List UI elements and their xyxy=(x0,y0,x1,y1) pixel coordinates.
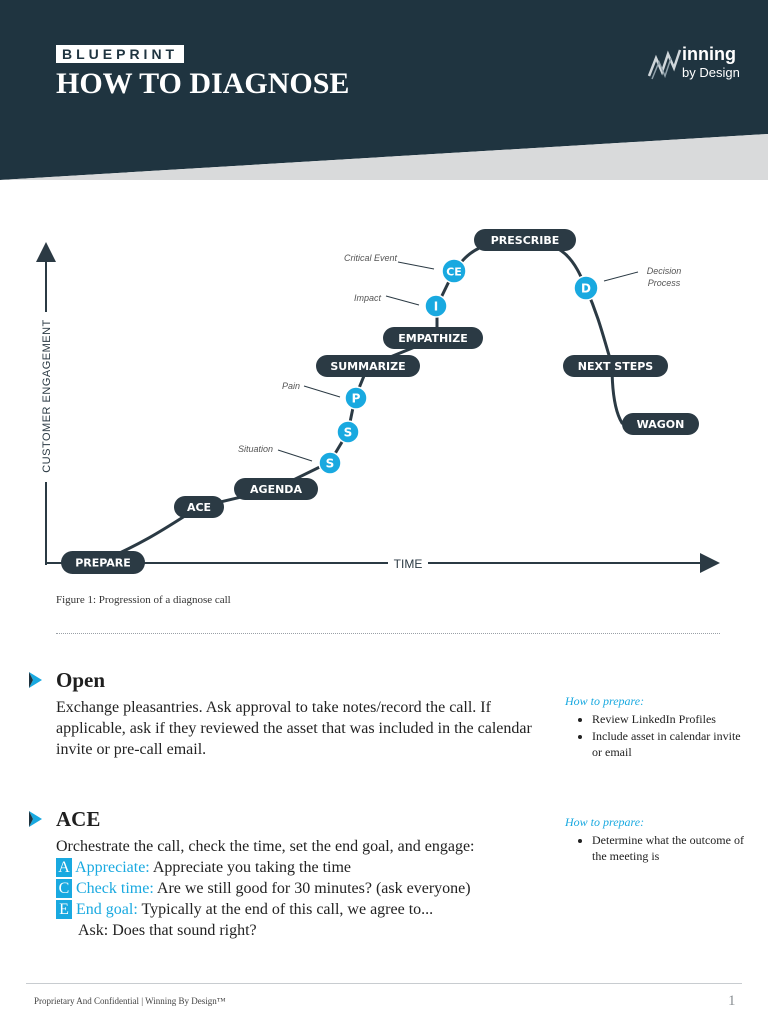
circle-situation xyxy=(319,452,341,474)
circle-second-s xyxy=(337,421,359,443)
stage-wagon-label: WAGON xyxy=(636,418,685,431)
annotation-decision: Decision xyxy=(646,266,682,276)
pain-leader xyxy=(304,386,340,397)
stage-empathize xyxy=(383,327,483,349)
ace-letter-badge: E xyxy=(56,900,72,919)
ace-text: Are we still good for 30 minutes? (ask everyone) xyxy=(156,880,471,897)
circle-critical-event xyxy=(442,259,466,283)
ace-text: Appreciate you taking the time xyxy=(152,859,352,876)
section-ace xyxy=(26,806,768,956)
circle-pain xyxy=(345,387,367,409)
section-open-body: Exchange pleasantries. Ask approval to take notes/record the call. If applicable, ask if they reviewed the asset that was included in the calendar invite or pre-call email. xyxy=(56,699,532,758)
header-banner xyxy=(0,0,768,180)
footer-text: Proprietary And Confidential | Winning By Design™ xyxy=(34,996,226,1006)
logo-subtitle: by Design xyxy=(682,65,740,80)
ace-term: End goal: xyxy=(76,901,138,918)
stage-prepare xyxy=(61,551,145,574)
footer-divider xyxy=(26,983,742,984)
section-open-title: Open xyxy=(56,668,106,692)
chevron-right-icon xyxy=(26,670,44,690)
list-item: • Determine what the outcome of the meeting is xyxy=(592,832,745,864)
section-ace-body xyxy=(56,836,536,941)
stage-agenda-label: AGENDA xyxy=(250,483,302,496)
page-title: HOW TO DIAGNOSE xyxy=(56,67,350,100)
dotted-divider xyxy=(56,633,720,634)
ace-letter-badge: A xyxy=(56,858,72,877)
x-axis-label: TIME xyxy=(393,557,423,571)
figure-caption: Figure 1: Progression of a diagnose call xyxy=(56,594,231,606)
stage-agenda xyxy=(234,478,318,500)
list-item: • Include asset in calendar invite or email xyxy=(592,728,745,760)
section-ace-title: ACE xyxy=(56,807,101,831)
ace-row-appreciate xyxy=(56,857,536,878)
stage-next-steps-label: NEXT STEPS xyxy=(577,360,654,373)
circle-critical-event-letter: CE xyxy=(446,265,462,279)
open-prep-panel xyxy=(565,693,745,761)
stage-prescribe-label: PRESCRIBE xyxy=(490,234,560,247)
ace-ask: Ask: Does that sound right? xyxy=(78,922,257,939)
ace-letter-badge: C xyxy=(56,879,72,898)
ace-term: Appreciate: xyxy=(75,859,150,876)
open-prep-list xyxy=(565,711,745,760)
circle-pain-letter: P xyxy=(351,391,361,406)
list-item: • Review LinkedIn Profiles xyxy=(592,711,745,727)
annotation-process: Process xyxy=(647,278,681,288)
stage-empathize-label: EMPATHIZE xyxy=(398,332,468,345)
ace-term: Check time: xyxy=(76,880,154,897)
stage-summarize-label: SUMMARIZE xyxy=(330,360,406,373)
y-axis-label: CUSTOMER ENGAGEMENT xyxy=(41,319,53,473)
ace-prep-title: How to prepare: xyxy=(565,815,645,829)
decision-leader xyxy=(604,272,638,281)
blueprint-label: BLUEPRINT xyxy=(56,45,184,63)
ace-intro: Orchestrate the call, check the time, set the end goal, and engage: xyxy=(56,838,475,855)
ace-prep-list xyxy=(565,832,745,864)
circle-second-s-letter: S xyxy=(343,425,353,440)
logo-name: inning xyxy=(682,44,736,64)
circle-impact-letter: I xyxy=(433,299,439,314)
stage-wagon xyxy=(622,413,699,435)
circle-decision-letter: D xyxy=(581,281,591,296)
stage-ace-label: ACE xyxy=(186,501,212,514)
chevron-right-icon xyxy=(26,809,44,829)
w-logo-icon xyxy=(646,46,682,82)
stage-prescribe xyxy=(474,229,576,251)
circle-impact xyxy=(425,295,447,317)
ace-row-check-time xyxy=(56,878,536,899)
section-open xyxy=(26,667,768,777)
ace-text: Typically at the end of this call, we agree to... xyxy=(141,901,434,918)
stage-ace xyxy=(174,496,224,518)
annotation-impact: Impact xyxy=(353,293,381,303)
page-number: 1 xyxy=(728,993,736,1009)
open-prep-title: How to prepare: xyxy=(565,694,645,708)
situation-leader xyxy=(278,450,312,461)
ace-row-end-goal xyxy=(56,899,536,920)
circle-situation-letter: S xyxy=(325,456,335,471)
circle-decision xyxy=(574,276,598,300)
impact-leader xyxy=(386,296,419,305)
annotation-pain: Pain xyxy=(281,381,300,391)
stage-prepare-label: PREPARE xyxy=(75,556,131,570)
winning-by-design-logo xyxy=(646,42,746,84)
diagnose-progression-diagram xyxy=(0,190,768,590)
critical-event-leader xyxy=(398,262,434,269)
stage-next-steps xyxy=(563,355,668,377)
ace-prep-panel xyxy=(565,814,745,865)
annotation-situation: Situation xyxy=(237,444,273,454)
stage-summarize xyxy=(316,355,420,377)
annotation-critical-event: Critical Event xyxy=(343,253,397,263)
